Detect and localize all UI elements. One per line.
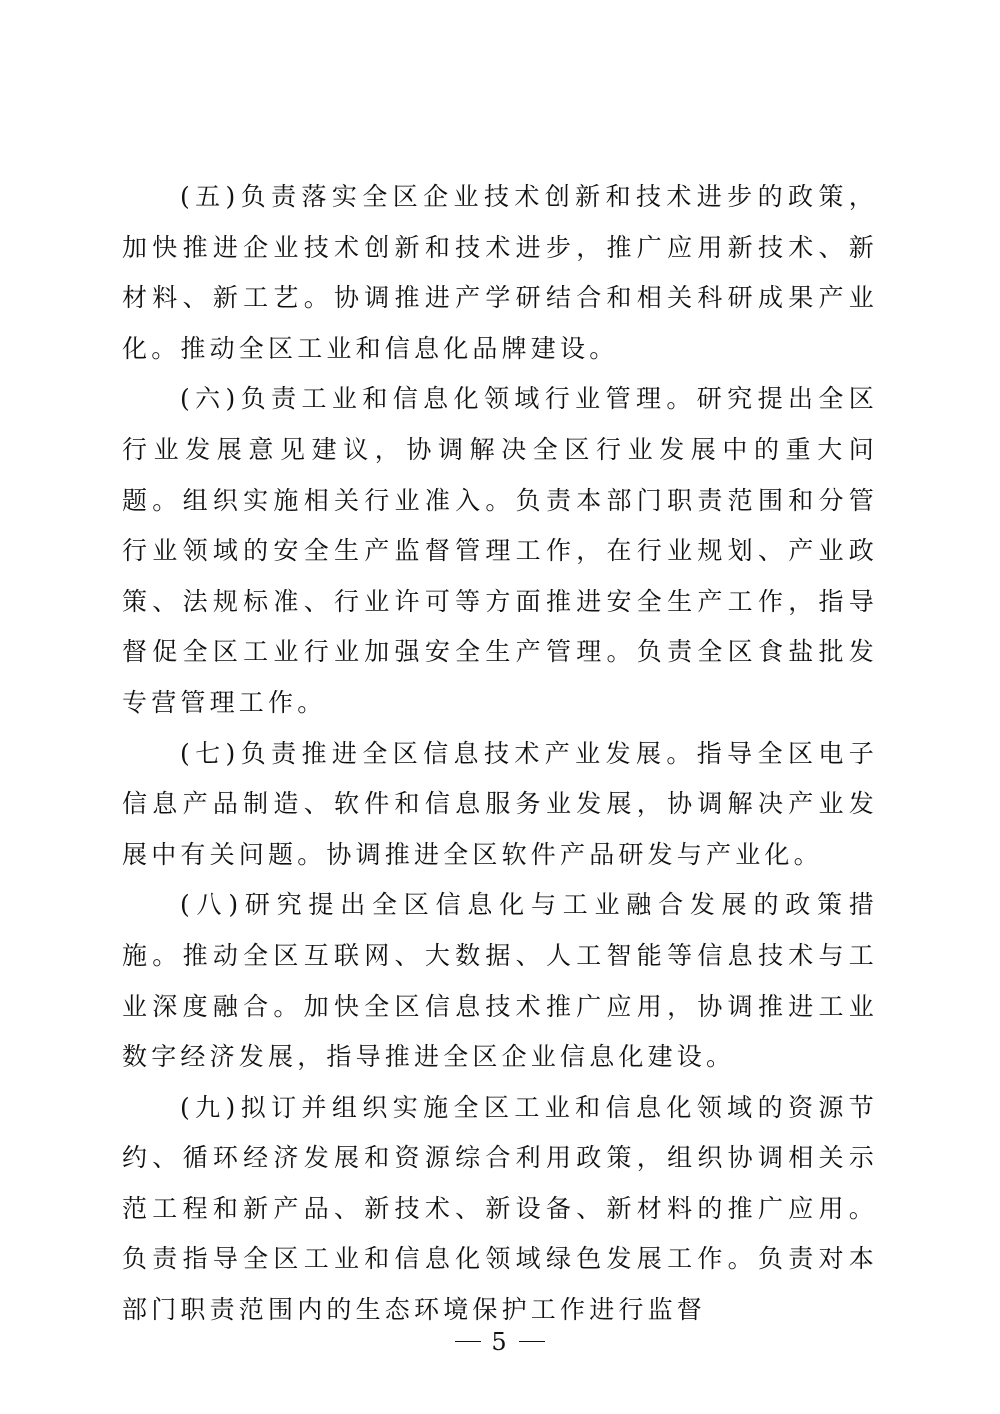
paragraph-7: (七)负责推进全区信息技术产业发展。指导全区电子信息产品制造、软件和信息服务业发展，协调解决产业发展中有关问题。协调推进全区软件产品研发与产业化。: [122, 738, 878, 869]
footer-dash-left: [455, 1341, 481, 1343]
paragraph-6: (六)负责工业和信息化领域行业管理。研究提出全区行业发展意见建议，协调解决全区行业发展中的重大问题。组织实施相关行业准入。负责本部门职责范围和分管行业领域的安全生产监督管理工作，在行业规划、产业政策、法规标准、行业许可等方面推进安全生产工作，指导督促全区工业行业加强安全生产管理。负责全区食盐批发专营管理工作。: [122, 384, 878, 717]
paragraph-8: (八)研究提出全区信息化与工业融合发展的政策措施。推动全区互联网、大数据、人工智能等信息技术与工业深度融合。加快全区信息技术推广应用，协调推进工业数字经济发展，指导推进全区企业信息化建设。: [122, 890, 878, 1072]
paragraph-9: (九)拟订并组织实施全区工业和信息化领域的资源节约、循环经济发展和资源综合利用政策，组织协调相关示范工程和新产品、新技术、新设备、新材料的推广应用。负责指导全区工业和信息化领域绿色发展工作。负责对本部门职责范围内的生态环境保护工作进行监督: [122, 1092, 878, 1325]
paragraph-5: (五)负责落实全区企业技术创新和技术进步的政策，加快推进企业技术创新和技术进步，推广应用新技术、新材料、新工艺。协调推进产学研结合和相关科研成果产业化。推动全区工业和信息化品牌建设。: [122, 182, 878, 363]
page-number: 5: [491, 1327, 509, 1356]
document-body: [122, 172, 878, 1336]
page-footer: [0, 1326, 1000, 1356]
footer-dash-right: [519, 1341, 545, 1343]
